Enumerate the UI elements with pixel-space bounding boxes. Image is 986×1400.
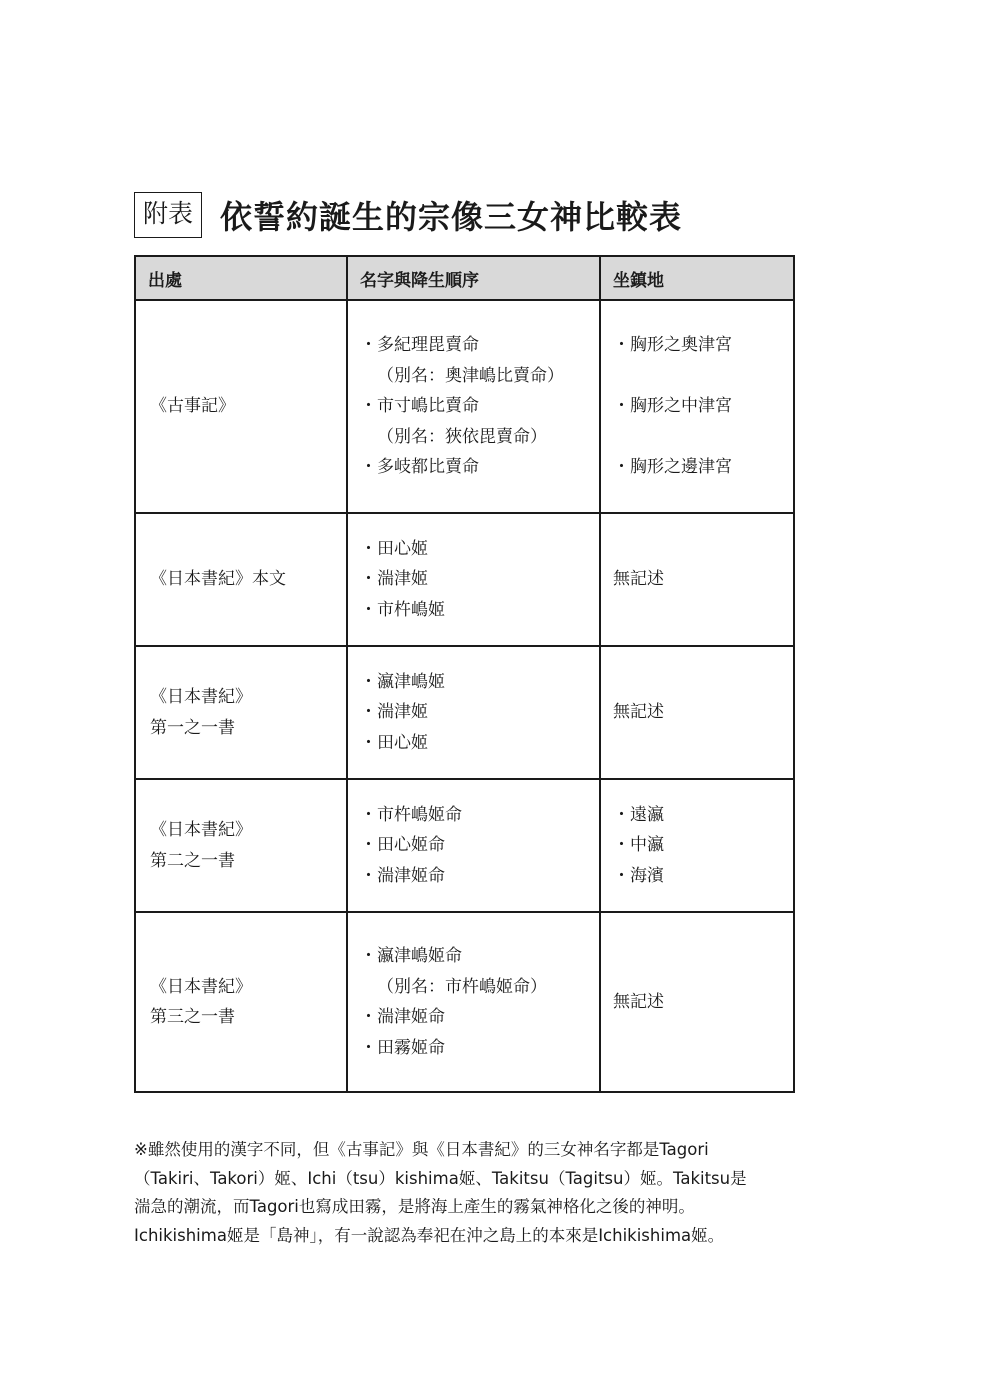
table-row [135,300,794,513]
places-cell [600,513,794,646]
place-line: 無記述 [613,702,664,723]
table-header-row [135,256,794,300]
table-title [134,192,682,238]
names-cell [347,300,600,513]
source-line: 第一之一書 [150,717,235,738]
header-places: 坐鎮地 [600,256,794,300]
name-line: ・多紀理毘賣命 [360,335,479,356]
alias-line: （別名：狹依毘賣命） [377,426,547,447]
name-line: ・田霧姬命 [360,1037,445,1058]
place-line: ・胸形之邊津宮 [613,457,732,478]
name-line: ・多岐都比賣命 [360,457,479,478]
header-source: 出處 [135,256,347,300]
table-row [135,513,794,646]
comparison-table [134,255,795,1093]
source-line: 第三之一書 [150,1007,235,1027]
source-cell [135,513,347,646]
footnote-line: ※雖然使用的漢字不同，但《古事記》與《日本書紀》的三女神名字都是Tagori [134,1140,709,1159]
alias-line: （別名：市杵嶋姬命） [377,976,547,997]
name-line: ・田心姬 [360,732,428,753]
name-line: ・湍津姬 [360,569,428,590]
place-line: ・海濱 [613,865,664,886]
page-title: 依誓約誕生的宗像三女神比較表 [220,198,683,236]
name-line: ・市杵嶋姬命 [360,804,462,825]
source-line: 《日本書紀》 [150,687,252,707]
footnote-line: （Takiri、Takori）姬、Ichi（tsu）kishima姬、Takitsu（Tagitsu）姬。Takitsu是 [134,1168,747,1188]
name-line: ・湍津姬 [360,702,428,723]
source-cell [135,779,347,912]
source-line: 《日本書紀》 [150,820,252,840]
alias-line: （別名：奧津嶋比賣命） [377,365,564,386]
name-line: ・瀛津嶋姬命 [360,946,462,966]
place-line: 無記述 [613,991,664,1012]
places-cell [600,912,794,1092]
name-line: ・市杵嶋姬 [360,599,445,620]
source-cell [135,912,347,1092]
appendix-tag: 附表 [134,192,202,238]
source-line: 《日本書紀》 [150,976,252,997]
place-line: 無記述 [613,569,664,590]
footnote-line: 湍急的潮流，而Tagori也寫成田霧，是將海上產生的霧氣神格化之後的神明。 [134,1197,695,1216]
source-line: 《日本書紀》本文 [150,569,286,590]
footnote-line: Ichikishima姬是「島神」，有一說認為奉祀在沖之島上的本來是Ichikishima姬。 [134,1225,725,1245]
names-cell [347,912,600,1092]
place-line: ・遠瀛 [613,804,664,825]
name-line: ・市寸嶋比賣命 [360,396,479,417]
place-line: ・胸形之中津宮 [613,396,732,417]
table-row [135,912,794,1092]
source-line: 《古事記》 [150,396,235,417]
header-names: 名字與降生順序 [347,256,600,300]
places-cell [600,300,794,513]
name-line: ・田心姬命 [360,835,445,856]
places-cell [600,779,794,912]
name-line: ・瀛津嶋姬 [360,671,445,692]
name-line: ・田心姬 [360,538,428,559]
names-cell [347,646,600,779]
source-cell [135,646,347,779]
names-cell [347,779,600,912]
source-cell [135,300,347,513]
place-line: ・胸形之奧津宮 [613,335,732,356]
name-line: ・湍津姬命 [360,1007,445,1027]
table-row [135,779,794,912]
place-line: ・中瀛 [613,835,664,856]
source-line: 第二之一書 [150,850,235,871]
table-row [135,646,794,779]
names-cell [347,513,600,646]
name-line: ・湍津姬命 [360,865,445,886]
footnote [134,1136,796,1250]
places-cell [600,646,794,779]
